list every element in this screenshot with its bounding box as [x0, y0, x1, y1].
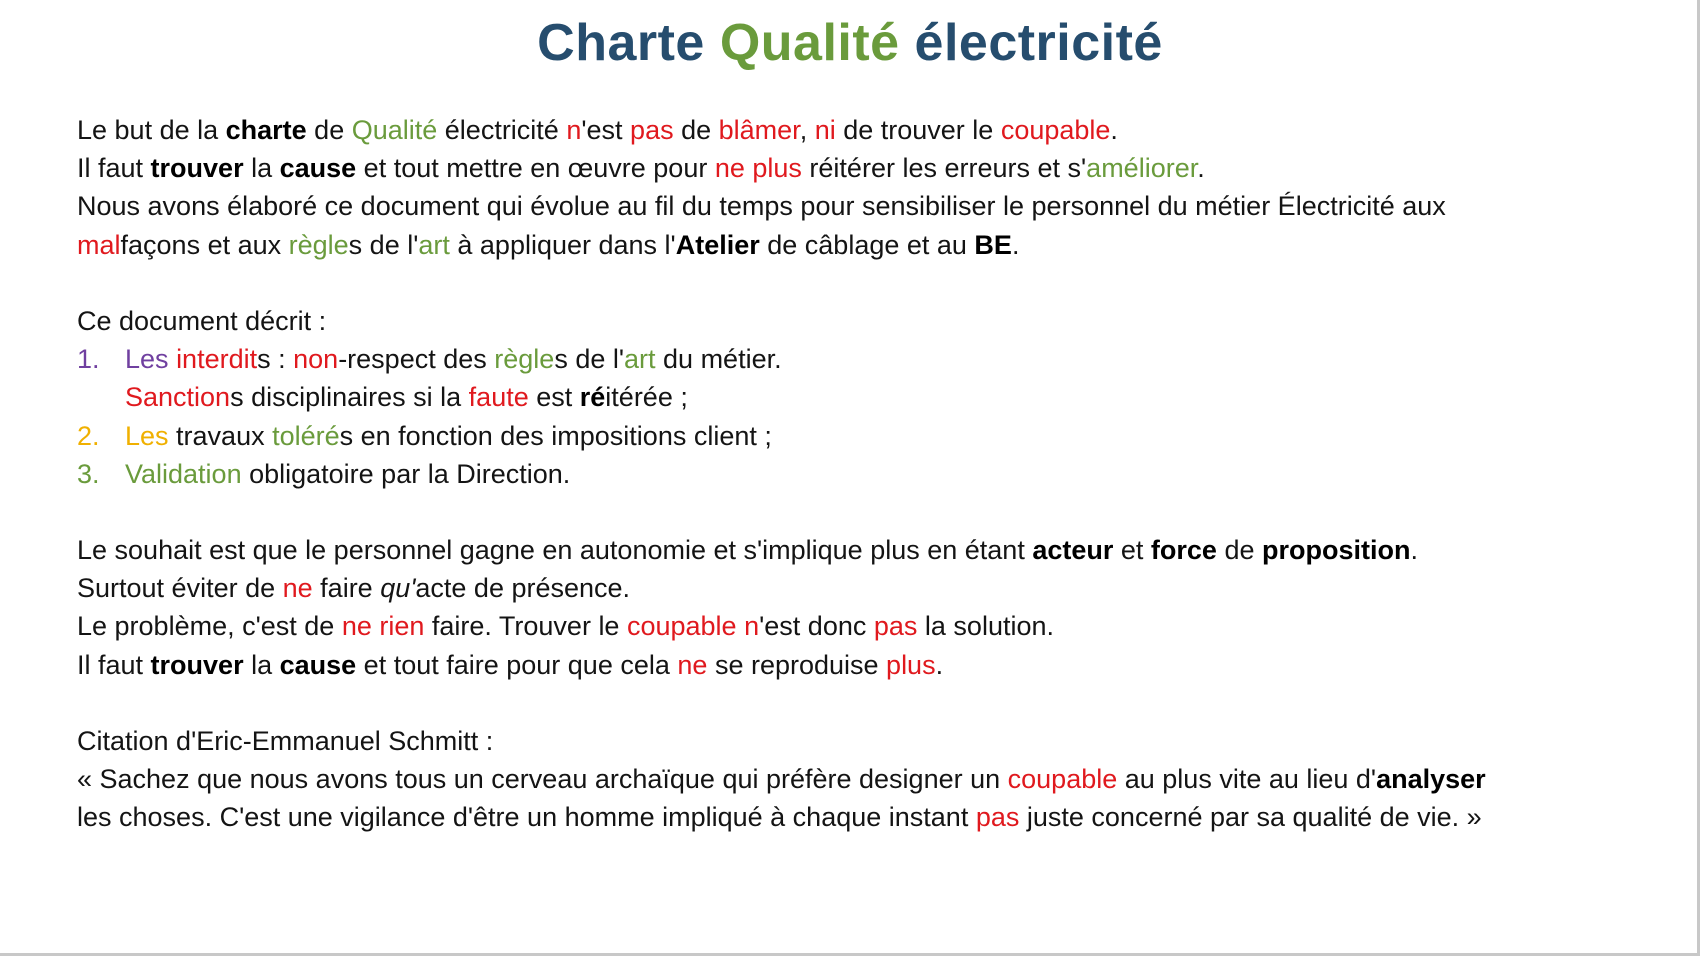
para1-line2: [77, 149, 1677, 187]
text: de: [306, 115, 352, 145]
text-red: coupable: [1000, 115, 1111, 145]
text-red: Sanction: [125, 382, 231, 413]
text: faire: [312, 573, 381, 604]
text: de câblage et au: [759, 229, 975, 260]
text: électricité: [437, 115, 567, 145]
text-green: règle: [288, 229, 349, 260]
text: du métier.: [655, 344, 782, 375]
text: Le problème, c'est de: [77, 611, 342, 642]
text-bold: charte: [225, 115, 307, 145]
text-red: coupable: [626, 611, 737, 642]
list-intro: Ce document décrit :: [77, 305, 327, 336]
text: .: [1110, 115, 1118, 145]
text: et tout faire pour que cela: [356, 649, 678, 680]
text-green: toléré: [272, 420, 340, 451]
text: s de l': [554, 344, 625, 375]
text: itérée ;: [605, 382, 688, 413]
text: « Sachez que nous avons tous un cerveau archaïque qui préfère designer un: [77, 764, 1008, 795]
text-bold: cause: [279, 153, 357, 184]
spacer: [77, 493, 1677, 531]
text: s de l': [348, 229, 419, 260]
text: Il faut: [77, 649, 151, 680]
text-bold: ré: [579, 382, 606, 413]
text-bold: Atelier: [675, 229, 760, 260]
text: .: [935, 649, 944, 680]
para2-line1: [77, 531, 1677, 569]
list-number: 1.: [77, 344, 100, 375]
para2-line2: [77, 569, 1677, 607]
text-red: pas: [975, 802, 1020, 833]
text-red: pas: [630, 115, 674, 145]
text: 'est donc: [759, 611, 874, 642]
text: s en fonction des impositions client ;: [339, 420, 772, 451]
list-number: 2.: [77, 420, 100, 451]
page-title: [0, 8, 1700, 78]
para2-line4: [77, 646, 1677, 684]
text-bold: acteur: [1032, 535, 1114, 566]
text: à appliquer dans l': [449, 229, 676, 260]
text-bold: proposition: [1261, 535, 1411, 566]
text-green: art: [624, 344, 656, 375]
text-red: interdit: [176, 344, 258, 375]
text-red: plus: [886, 649, 936, 680]
text-red: n: [566, 115, 582, 145]
text-bold: cause: [279, 649, 357, 680]
text-bold: force: [1150, 535, 1217, 566]
list-item-1: [77, 340, 1677, 378]
text-green: Qualité: [351, 115, 438, 145]
text-red: ne plus: [714, 153, 802, 184]
list-number: 3.: [77, 458, 100, 489]
text-red: coupable: [1007, 764, 1118, 795]
para1-line4: [77, 226, 1677, 264]
text-green: améliorer: [1086, 153, 1198, 184]
document-body: [77, 111, 1677, 837]
text: et tout mettre en œuvre pour: [356, 153, 715, 184]
text-purple: Les: [125, 344, 169, 375]
quote-intro: Citation d'Eric-Emmanuel Schmitt :: [77, 726, 494, 756]
text: acte de présence.: [415, 573, 631, 604]
text: au plus vite au lieu d': [1117, 764, 1377, 795]
text: travaux: [168, 420, 273, 451]
text: obligatoire par la Direction.: [241, 458, 571, 489]
text: Le souhait est que le personnel gagne en autonomie et s'implique plus en étant: [77, 535, 1033, 566]
list-item-3: [77, 455, 1677, 493]
text-red: blâmer: [718, 115, 800, 145]
text-red: ne rien: [341, 611, 425, 642]
text-yellow: Les: [125, 420, 169, 451]
text: [169, 344, 177, 374]
para1-line1: [77, 111, 1677, 149]
text-red: mal: [77, 229, 121, 260]
text: juste concerné par sa qualité de vie. »: [1019, 802, 1482, 833]
text: réitérer les erreurs et s': [801, 153, 1087, 184]
text-red: ni: [814, 115, 836, 145]
spacer: [77, 684, 1677, 722]
text: Nous avons élaboré ce document qui évolue au fil du temps pour sensibiliser le personnel du métier Électricité aux: [77, 191, 1446, 222]
quote-line1: [77, 760, 1677, 798]
text: Surtout éviter de: [77, 573, 283, 604]
list-item-2: [77, 417, 1677, 455]
text: .: [1197, 153, 1205, 184]
text-bold: trouver: [150, 649, 244, 680]
text: et: [1113, 535, 1151, 566]
text-red: ne: [282, 573, 313, 604]
text-bold: analyser: [1376, 764, 1486, 795]
title-electricite: électricité: [914, 14, 1163, 72]
text: de: [1216, 535, 1262, 566]
text: faire. Trouver le: [424, 611, 627, 642]
text: Le but de la: [77, 115, 226, 145]
text: .: [1011, 229, 1020, 260]
text-green: règle: [494, 344, 555, 375]
text-bold: BE: [974, 229, 1012, 260]
text: façons et aux: [120, 229, 289, 260]
para1-line3: [77, 187, 1677, 225]
para2-line3: [77, 607, 1677, 645]
text: les choses. C'est une vigilance d'être un homme impliqué à chaque instant: [77, 802, 976, 833]
quote-line2: [77, 798, 1677, 836]
title-charte: Charte: [537, 14, 705, 72]
text: .: [1410, 535, 1418, 566]
spacer: [77, 264, 1677, 302]
text: la: [243, 153, 280, 184]
text: Il faut: [77, 153, 151, 184]
text-italic: qu': [380, 573, 416, 604]
text-green: Validation: [125, 458, 242, 489]
text: la: [243, 649, 280, 680]
text: la solution.: [917, 611, 1054, 642]
text: -respect des: [338, 344, 495, 375]
list-item-1-continued: [77, 378, 1677, 416]
text: s disciplinaires si la: [230, 382, 469, 413]
text: de trouver le: [835, 115, 1001, 145]
text: s :: [257, 344, 294, 375]
text-red: n: [744, 611, 760, 642]
text-bold: trouver: [150, 153, 244, 184]
text: est: [528, 382, 580, 413]
text-red: ne: [677, 649, 708, 680]
text: ,: [799, 115, 815, 145]
text-red: pas: [873, 611, 918, 642]
text-green: art: [418, 229, 450, 260]
text-red: non: [293, 344, 339, 375]
text: se reproduise: [707, 649, 887, 680]
text: de: [673, 115, 719, 145]
text: 'est: [581, 115, 631, 145]
title-qualite: Qualité: [719, 14, 900, 72]
text: [737, 611, 745, 641]
text-red: faute: [468, 382, 529, 413]
